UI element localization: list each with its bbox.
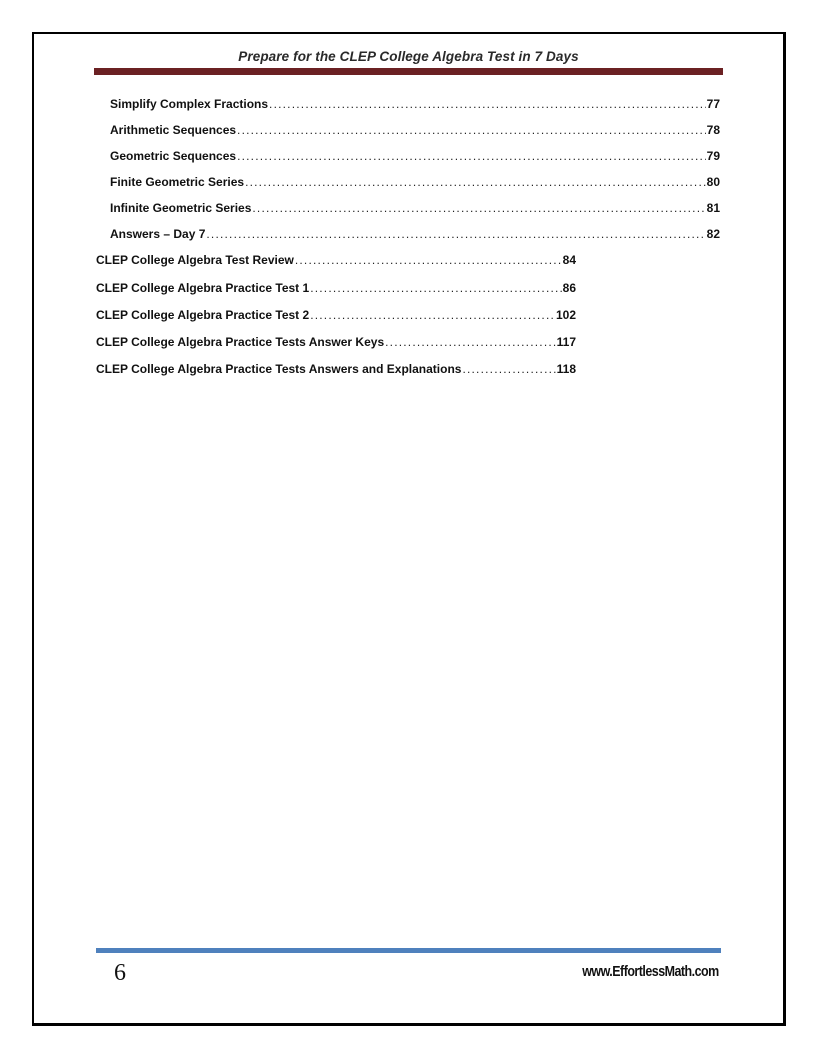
page-number: 6 bbox=[114, 960, 126, 986]
toc-entry-test-review[interactable] bbox=[96, 252, 576, 268]
toc-entry-page: 117 bbox=[556, 335, 576, 349]
running-header-title: Prepare for the CLEP College Algebra Test in 7 Days bbox=[238, 49, 579, 64]
toc-entry-page: 79 bbox=[706, 149, 720, 163]
toc-entry-simplify-complex-fractions[interactable] bbox=[110, 96, 720, 112]
toc-dot-leader bbox=[245, 174, 706, 190]
toc-entry-title: Simplify Complex Fractions bbox=[110, 97, 269, 111]
toc-entry-title: Finite Geometric Series bbox=[110, 175, 245, 189]
toc-entry-page: 86 bbox=[562, 281, 576, 295]
toc-entry-page: 81 bbox=[706, 201, 720, 215]
toc-dot-leader bbox=[237, 148, 706, 164]
toc-entry-answers-day-7[interactable] bbox=[110, 226, 720, 242]
toc-dot-leader bbox=[310, 280, 561, 296]
toc-dot-leader bbox=[237, 122, 706, 138]
toc-entry-title: CLEP College Algebra Test Review bbox=[96, 253, 294, 267]
toc-entry-page: 82 bbox=[706, 227, 720, 241]
toc-entry-geometric-sequences[interactable] bbox=[110, 148, 720, 164]
toc-dot-leader bbox=[310, 307, 555, 323]
footer-rule bbox=[96, 948, 721, 953]
toc-entry-title: CLEP College Algebra Practice Test 2 bbox=[96, 308, 310, 322]
toc-entry-page: 78 bbox=[706, 123, 720, 137]
toc-entry-page: 80 bbox=[706, 175, 720, 189]
toc-dot-leader bbox=[206, 226, 705, 242]
toc-entry-answers-and-explanations[interactable] bbox=[96, 361, 576, 377]
toc-entry-practice-test-2[interactable] bbox=[96, 307, 576, 323]
toc-entry-finite-geometric-series[interactable] bbox=[110, 174, 720, 190]
toc-entry-title: Infinite Geometric Series bbox=[110, 201, 252, 215]
toc-dot-leader bbox=[385, 334, 556, 350]
toc-entry-title: Geometric Sequences bbox=[110, 149, 237, 163]
toc-entry-title: CLEP College Algebra Practice Test 1 bbox=[96, 281, 310, 295]
toc-entry-title: Arithmetic Sequences bbox=[110, 123, 237, 137]
toc-entry-page: 118 bbox=[556, 362, 576, 376]
header-rule bbox=[94, 68, 723, 75]
footer-website-link[interactable]: www.EffortlessMath.com bbox=[582, 964, 719, 980]
toc-entry-page: 77 bbox=[706, 97, 720, 111]
toc-entry-practice-test-1[interactable] bbox=[96, 280, 576, 296]
toc-entry-answer-keys[interactable] bbox=[96, 334, 576, 350]
toc-dot-leader bbox=[295, 252, 562, 268]
toc-entry-page: 84 bbox=[562, 253, 576, 267]
toc-entry-arithmetic-sequences[interactable] bbox=[110, 122, 720, 138]
toc-dot-leader bbox=[269, 96, 706, 112]
toc-entry-infinite-geometric-series[interactable] bbox=[110, 200, 720, 216]
toc-entry-title: CLEP College Algebra Practice Tests Answer Keys bbox=[96, 335, 385, 349]
toc-entry-title: Answers – Day 7 bbox=[110, 227, 206, 241]
toc-dot-leader bbox=[462, 361, 555, 377]
toc-entry-page: 102 bbox=[555, 308, 576, 322]
toc-entry-title: CLEP College Algebra Practice Tests Answers and Explanations bbox=[96, 362, 462, 376]
toc-dot-leader bbox=[252, 200, 705, 216]
